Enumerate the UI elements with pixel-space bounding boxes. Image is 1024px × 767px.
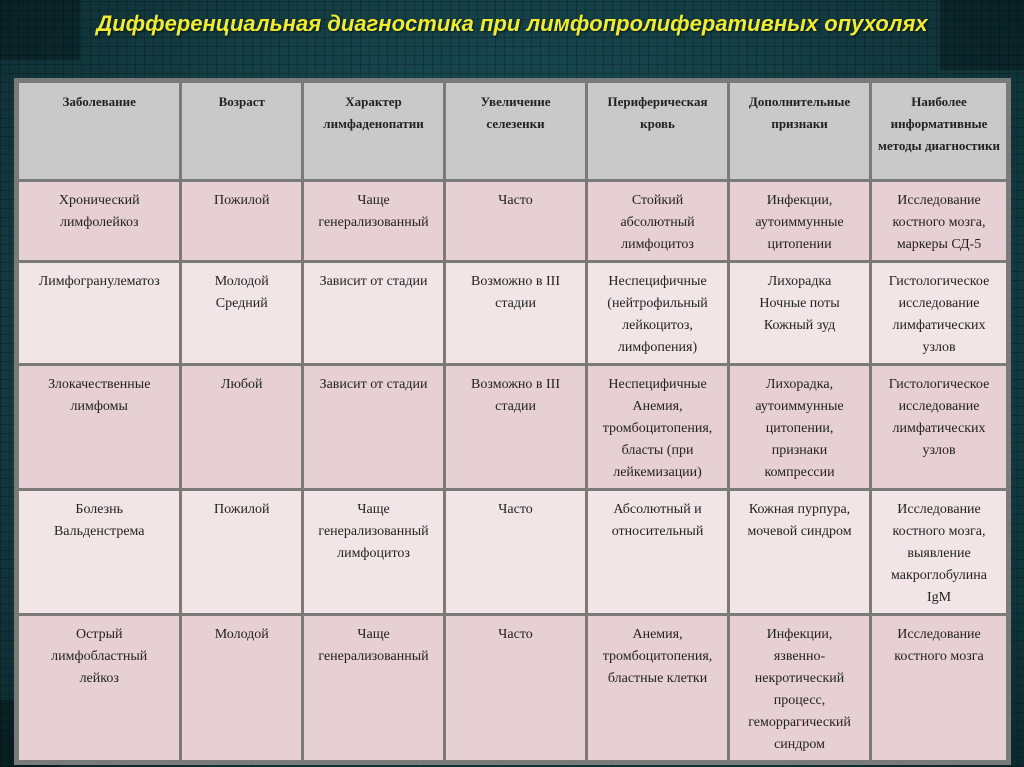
table-cell: Зависит от стадии [304,366,443,488]
header-cell: Увеличение селезенки [446,83,585,179]
table-cell: Лихорадка, аутоиммунные цитопении, признаки компрессии [730,366,869,488]
header-row [19,83,1006,179]
table-cell: Инфекции, язвенно- некротический процесс, геморрагический синдром [730,616,869,760]
header-cell: Периферическая кровь [588,83,727,179]
header-cell: Дополнительные признаки [730,83,869,179]
header-cell: Заболевание [19,83,179,179]
table-cell: Гистологическое исследование лимфатических узлов [872,263,1006,363]
table-row [19,263,1006,363]
table-row [19,182,1006,260]
table-cell: Исследование костного мозга [872,616,1006,760]
table-cell: Пожилой [182,491,301,613]
table-row [19,366,1006,488]
table-cell: Болезнь Вальденстрема [19,491,179,613]
table-cell: Стойкий абсолютный лимфоцитоз [588,182,727,260]
table-cell: Острый лимфобластный лейкоз [19,616,179,760]
table-row [19,616,1006,760]
table-cell: Исследование костного мозга, выявление макроглобулина IgM [872,491,1006,613]
header-cell: Наиболее информативные методы диагностики [872,83,1006,179]
table-cell: Абсолютный и относительный [588,491,727,613]
table-cell: Анемия, тромбоцитопения, бластные клетки [588,616,727,760]
table-cell: Зависит от стадии [304,263,443,363]
table-cell: Возможно в III стадии [446,263,585,363]
table-cell: Молодой Средний [182,263,301,363]
table-row [19,491,1006,613]
table-cell: Инфекции, аутоиммунные цитопении [730,182,869,260]
table-cell: Чаще генерализованный [304,182,443,260]
table-cell: Любой [182,366,301,488]
table-cell: Лимфогранулематоз [19,263,179,363]
header-cell: Возраст [182,83,301,179]
table-cell: Гистологическое исследование лимфатических узлов [872,366,1006,488]
table-cell: Лихорадка Ночные поты Кожный зуд [730,263,869,363]
table-cell: Чаще генерализованный лимфоцитоз [304,491,443,613]
table-cell: Хронический лимфолейкоз [19,182,179,260]
table-cell: Неспецифичные (нейтрофильный лейкоцитоз, лимфопения) [588,263,727,363]
table-cell: Часто [446,182,585,260]
table-cell: Часто [446,616,585,760]
table-cell: Пожилой [182,182,301,260]
table-cell: Неспецифичные Анемия, тромбоцитопения, бласты (при лейкемизации) [588,366,727,488]
header-cell: Характер лимфаденопатии [304,83,443,179]
diagnosis-table [14,78,1011,765]
table-cell: Чаще генерализованный [304,616,443,760]
table-cell: Молодой [182,616,301,760]
table-cell: Кожная пурпура, мочевой синдром [730,491,869,613]
table-cell: Часто [446,491,585,613]
slide-title: Дифференциальная диагностика при лимфопролиферативных опухолях [96,11,928,36]
table-cell: Исследование костного мозга, маркеры СД-5 [872,182,1006,260]
table-cell: Злокачественные лимфомы [19,366,179,488]
table-cell: Возможно в III стадии [446,366,585,488]
